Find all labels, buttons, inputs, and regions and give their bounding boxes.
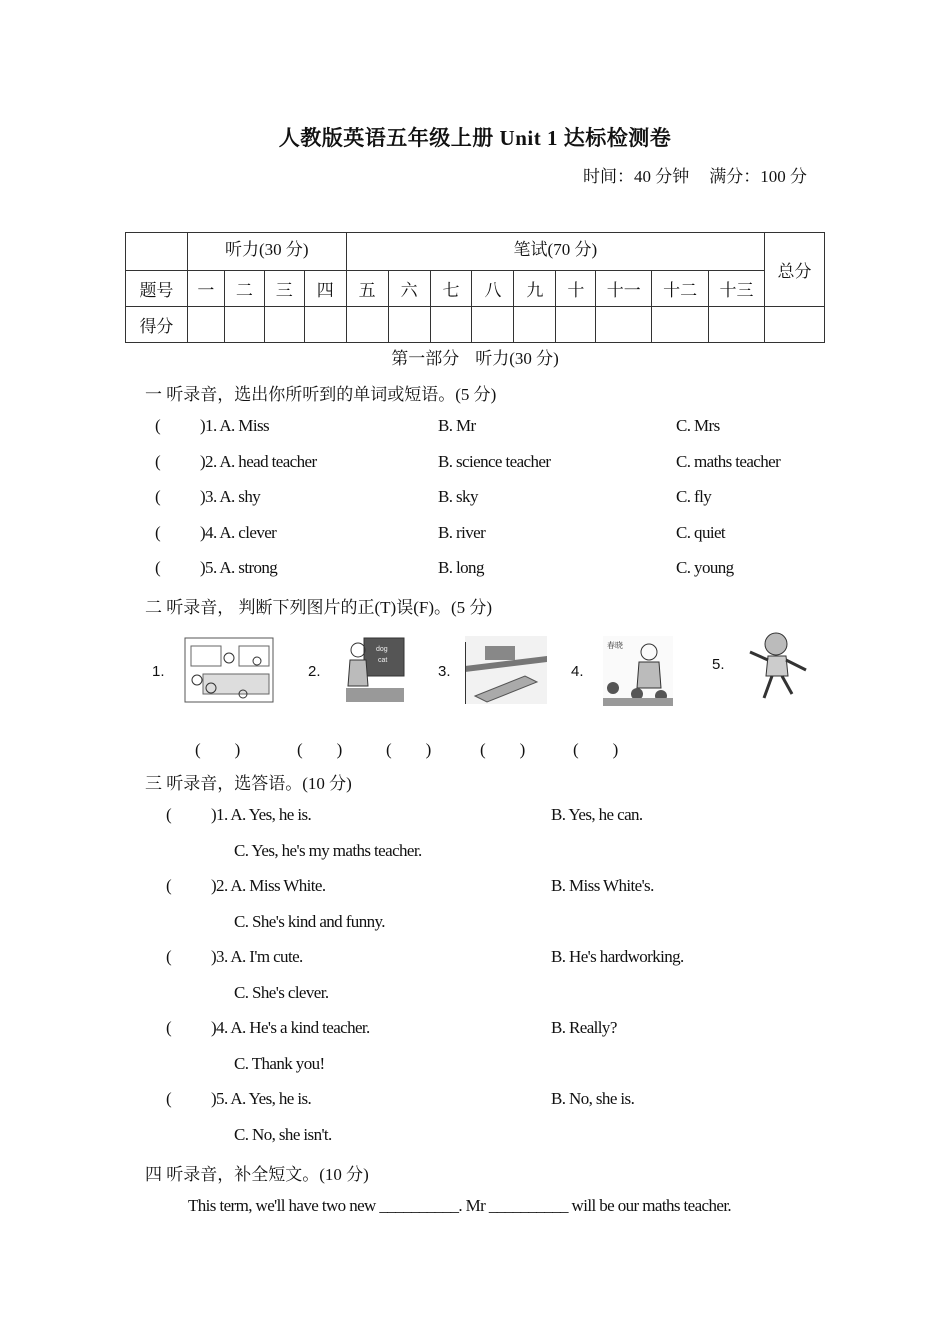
option-b: B. Really?: [551, 1018, 617, 1037]
tf-answer-slot[interactable]: ( ): [195, 740, 241, 759]
option-a: )1. A. Yes, he is.: [211, 805, 312, 824]
answer-bracket[interactable]: (: [166, 805, 172, 824]
tf-answer-slot[interactable]: ( ): [573, 740, 619, 759]
exam-meta: [563, 162, 807, 187]
s3-item-5: [166, 1089, 311, 1109]
score-table: [125, 232, 825, 343]
option-b: B. science teacher: [438, 452, 551, 471]
question-number: 七: [430, 271, 472, 307]
option-b: B. river: [438, 523, 486, 542]
score-cell[interactable]: [224, 307, 264, 343]
teacher-at-board-picture: [346, 636, 406, 704]
time-limit: 时间：40 分钟: [583, 167, 690, 186]
option-b: B. No, she is.: [551, 1089, 635, 1108]
full-score: 满分：100 分: [709, 167, 807, 186]
question-number: 十: [556, 271, 596, 307]
option-b: B. long: [438, 558, 484, 577]
score-cell[interactable]: [472, 307, 514, 343]
part-name: 第一部分: [391, 349, 460, 368]
question-number: 一: [187, 271, 224, 307]
answer-bracket[interactable]: (: [155, 558, 161, 577]
answer-bracket[interactable]: (: [166, 1018, 172, 1037]
question-number: 十一: [596, 271, 652, 307]
s3-item-3: [166, 947, 303, 967]
question-number: 十二: [652, 271, 709, 307]
option-a: )5. A. Yes, he is.: [211, 1089, 312, 1108]
option-a: )2. A. Miss White.: [211, 876, 326, 895]
answer-bracket[interactable]: (: [155, 416, 161, 435]
score-cell[interactable]: [514, 307, 556, 343]
s3-item-4: [166, 1018, 370, 1038]
board-word: dog: [376, 646, 388, 653]
option-c: C. maths teacher: [676, 452, 781, 471]
option-a: )5. A. strong: [200, 558, 278, 577]
score-cell[interactable]: [556, 307, 596, 343]
picture-number: 3.: [438, 663, 451, 680]
option-a: )4. A. He's a kind teacher.: [211, 1018, 370, 1037]
picture-number: 1.: [152, 663, 165, 680]
street-picture: [465, 636, 547, 704]
score-cell[interactable]: [709, 307, 765, 343]
option-a: )1. A. Miss: [200, 416, 269, 435]
answer-bracket[interactable]: (: [166, 1089, 172, 1108]
score-cell[interactable]: [430, 307, 472, 343]
option-a: )4. A. clever: [200, 523, 277, 542]
s1-item-3: [155, 487, 260, 507]
tf-answer-slot[interactable]: ( ): [386, 740, 432, 759]
option-a: )2. A. head teacher: [200, 452, 317, 471]
option-c: C. She's clever.: [234, 983, 329, 1002]
classroom-picture: [183, 636, 275, 704]
score-cell[interactable]: [187, 307, 224, 343]
option-c: C. No, she isn't.: [234, 1125, 332, 1144]
question-number: 六: [388, 271, 430, 307]
jumping-girl-picture: [744, 628, 812, 702]
picture-number: 5.: [712, 656, 725, 673]
answer-bracket[interactable]: (: [166, 876, 172, 895]
s3-item-2: [166, 876, 326, 896]
part-label: 听力(30 分): [475, 349, 559, 368]
section-3-heading: 三 听录音，选答语。(10 分): [145, 774, 352, 793]
section-1-heading: 一 听录音，选出你所听到的单词或短语。(5 分): [145, 385, 497, 404]
question-number: 十三: [709, 271, 765, 307]
option-b: B. Mr: [438, 416, 476, 435]
written-header: 笔试(70 分): [346, 233, 764, 271]
answer-bracket[interactable]: (: [155, 487, 161, 506]
score-cell[interactable]: [346, 307, 388, 343]
tf-answer-slot[interactable]: ( ): [480, 740, 526, 759]
section-2-heading: 二 听录音， 判断下列图片的正(T)误(F)。(5 分): [145, 598, 493, 617]
s1-item-1: [155, 416, 269, 436]
option-c: C. fly: [676, 487, 712, 506]
option-b: B. Miss White's.: [551, 876, 654, 895]
board-sign: 春晓: [607, 641, 623, 650]
question-number: 三: [264, 271, 304, 307]
question-number-label: 题号: [126, 271, 188, 307]
answer-bracket[interactable]: (: [155, 523, 161, 542]
tf-answer-slot[interactable]: ( ): [297, 740, 343, 759]
score-cell[interactable]: [264, 307, 304, 343]
question-number: 五: [346, 271, 388, 307]
question-number: 二: [224, 271, 264, 307]
s1-item-5: [155, 558, 277, 578]
teacher-with-students-picture: [603, 636, 673, 706]
option-b: B. He's hardworking.: [551, 947, 684, 966]
page-title: 人教版英语五年级上册 Unit 1 达标检测卷: [278, 126, 672, 150]
question-number: 九: [514, 271, 556, 307]
option-c: C. quiet: [676, 523, 726, 542]
option-c: C. Thank you!: [234, 1054, 325, 1073]
s3-item-1: [166, 805, 311, 825]
question-number: 四: [304, 271, 346, 307]
s1-item-2: [155, 452, 317, 472]
listening-header: 听力(30 分): [187, 233, 346, 271]
option-c: C. young: [676, 558, 734, 577]
score-cell[interactable]: [388, 307, 430, 343]
picture-number: 2.: [308, 663, 321, 680]
option-b: B. sky: [438, 487, 478, 506]
option-b: B. Yes, he can.: [551, 805, 643, 824]
picture-number: 4.: [571, 663, 584, 680]
option-c: C. She's kind and funny.: [234, 912, 385, 931]
option-a: )3. A. I'm cute.: [211, 947, 303, 966]
question-number: 八: [472, 271, 514, 307]
score-cell[interactable]: [596, 307, 652, 343]
answer-bracket[interactable]: (: [155, 452, 161, 471]
option-c: C. Mrs: [676, 416, 720, 435]
score-cell[interactable]: [652, 307, 709, 343]
score-cell[interactable]: [304, 307, 346, 343]
answer-bracket[interactable]: (: [166, 947, 172, 966]
section-4-heading: 四 听录音，补全短文。(10 分): [145, 1165, 369, 1184]
option-c: C. Yes, he's my maths teacher.: [234, 841, 422, 860]
score-label: 得分: [126, 307, 188, 343]
table-corner: [126, 233, 188, 271]
option-a: )3. A. shy: [200, 487, 261, 506]
board-word: cat: [378, 657, 388, 664]
cloze-passage[interactable]: This term, we'll have two new __________. Mr __________ will be our maths teacher.: [188, 1196, 732, 1215]
s1-item-4: [155, 523, 276, 543]
total-score-cell[interactable]: [765, 307, 825, 343]
part-heading: [0, 344, 950, 369]
total-header: 总分: [765, 233, 825, 307]
